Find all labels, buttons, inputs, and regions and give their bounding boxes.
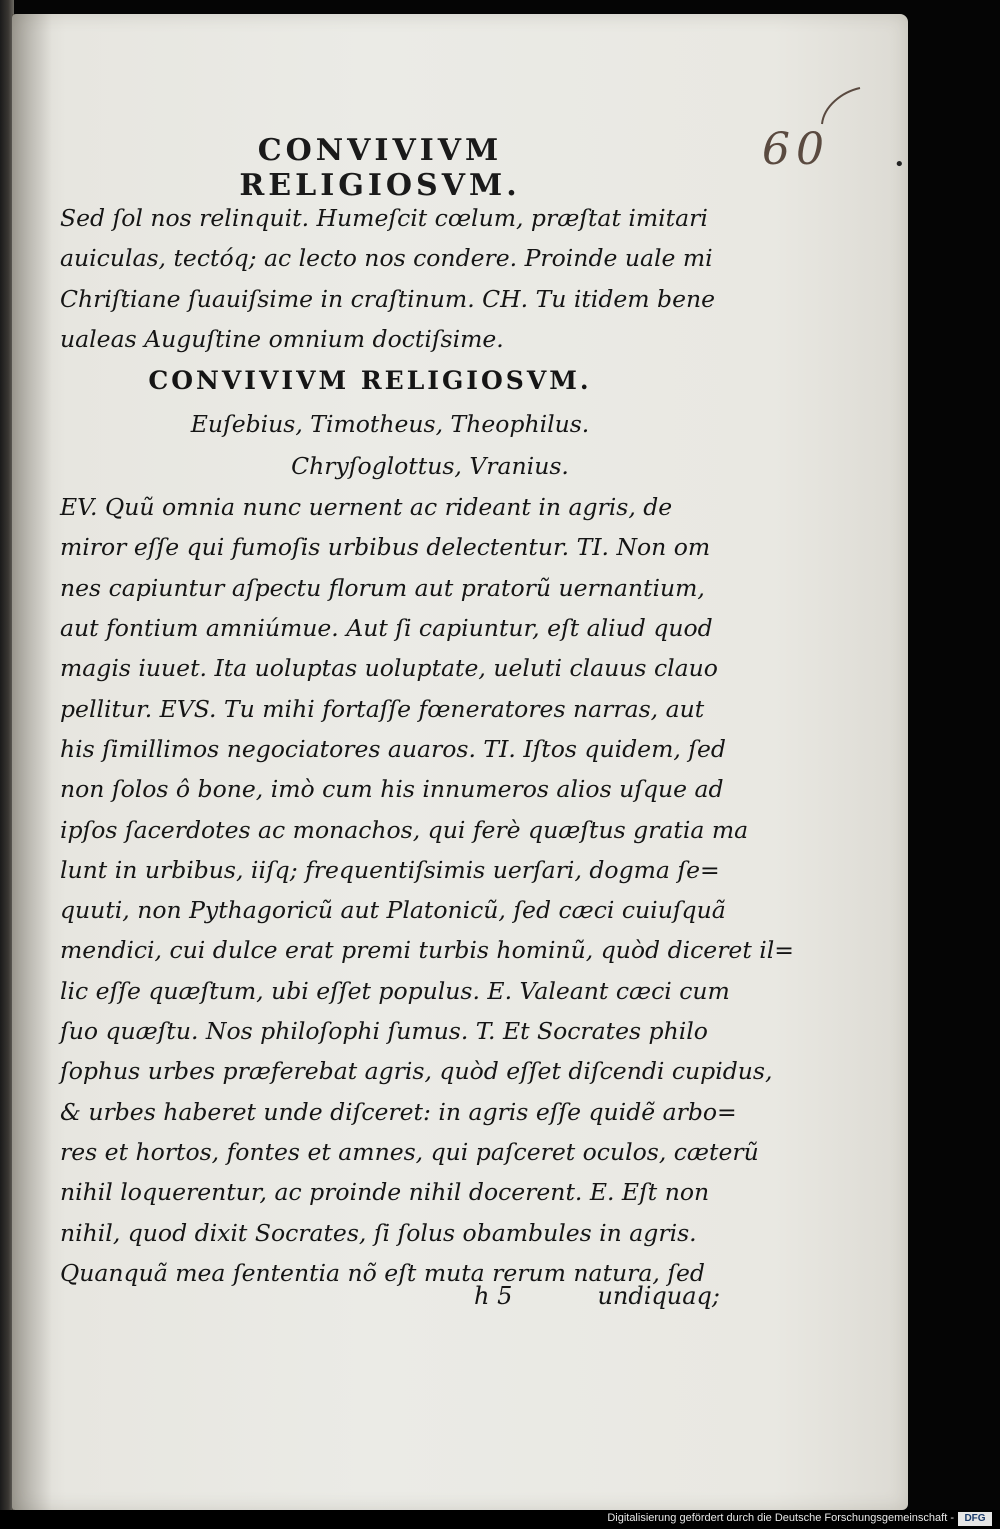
- text-line: nes capiuntur aſpectu florum aut pratorũ uernantium,: [60, 573, 705, 602]
- text-line: mendici, cui dulce erat premi turbis hominũ, quòd diceret il=: [60, 936, 794, 965]
- text-block: [60, 198, 794, 1293]
- text-line: Quanquã mea ſententia nõ eſt muta rerum natura, ſed: [60, 1258, 705, 1287]
- running-head: CONVIVIVM RELIGIOSVM.: [239, 133, 521, 203]
- text-line: Chriſtiane ſuauiſsime in craſtinum. CH. Tu itidem bene: [60, 284, 716, 313]
- text-line: quuti, non Pythagoricũ aut Platonicũ, ſed cæci cuiuſquã: [60, 896, 726, 925]
- text-line: his ſimillimos negociatores auaros. TI. Iſtos quidem, ſed: [60, 734, 726, 763]
- text-line: EV. Quũ omnia nunc uernent ac rideant in agris, de: [60, 493, 673, 522]
- text-line: non ſolos ô bone, imò cum his innumeros alios uſque ad: [60, 775, 724, 804]
- corner-ink-dot: •: [894, 154, 905, 175]
- text-line: ſophus urbes præferebat agris, quòd eſſet diſcendi cupidus,: [60, 1057, 773, 1086]
- text-line: ualeas Auguſtine omnium doctiſsime.: [60, 324, 504, 353]
- text-line: ipſos ſacerdotes ac monachos, qui ferè quæſtus gratia ma: [60, 815, 749, 844]
- folio-number: 60: [762, 124, 830, 175]
- signature-mark: h 5: [474, 1282, 513, 1310]
- text-line: & urbes haberet unde diſceret: in agris eſſe quidẽ arbo=: [60, 1097, 737, 1126]
- text-line: nihil loquerentur, ac proinde nihil docerent. E. Eſt non: [60, 1178, 710, 1207]
- dfg-logo: DFG: [958, 1512, 992, 1526]
- text-line: magis iuuet. Ita uoluptas uoluptate, ueluti clauus clauo: [60, 654, 718, 683]
- text-line: Sed ſol nos relinquit. Humeſcit cœlum, præſtat imitari: [60, 204, 708, 232]
- text-line: pellitur. EVS. Tu mihi fortaſſe fœneratores narras, aut: [60, 694, 705, 723]
- book-page: [12, 14, 908, 1510]
- dramatis-personae-line-2: Chryſoglottus, Vranius.: [291, 452, 569, 481]
- text-line: auiculas, tectóq; ac lecto nos condere. Proinde uale mi: [60, 244, 713, 273]
- dramatis-personae-line-1: Euſebius, Timotheus, Theophilus.: [190, 410, 590, 439]
- text-line: miror eſſe qui fumoſis urbibus delectentur. TI. Non om: [60, 533, 711, 562]
- gutter-shadow: [12, 14, 52, 1510]
- text-line: lic eſſe quæſtum, ubi eſſet populus. E. Valeant cæci cum: [60, 976, 730, 1005]
- funding-credit: Digitalisierung gefördert durch die Deutsche Forschungsgemeinschaft -: [607, 1512, 954, 1524]
- text-line: lunt in urbibus, iiſq; frequentiſsimis uerſari, dogma ſe=: [60, 855, 720, 884]
- text-line: aut fontium amniúmue. Aut ſi capiuntur, eſt aliud quod: [60, 614, 713, 643]
- text-line: nihil, quod dixit Socrates, ſi ſolus obambules in agris.: [60, 1218, 697, 1247]
- text-line: res et hortos, fontes et amnes, qui paſceret oculos, cæterũ: [60, 1137, 759, 1166]
- section-heading: CONVIVIVM RELIGIOSVM.: [148, 366, 592, 396]
- text-line: ſuo quæſtu. Nos philoſophi ſumus. T. Et Socrates philo: [60, 1017, 708, 1046]
- signature-line: [60, 1282, 720, 1322]
- catchword: undiquaq;: [597, 1282, 720, 1310]
